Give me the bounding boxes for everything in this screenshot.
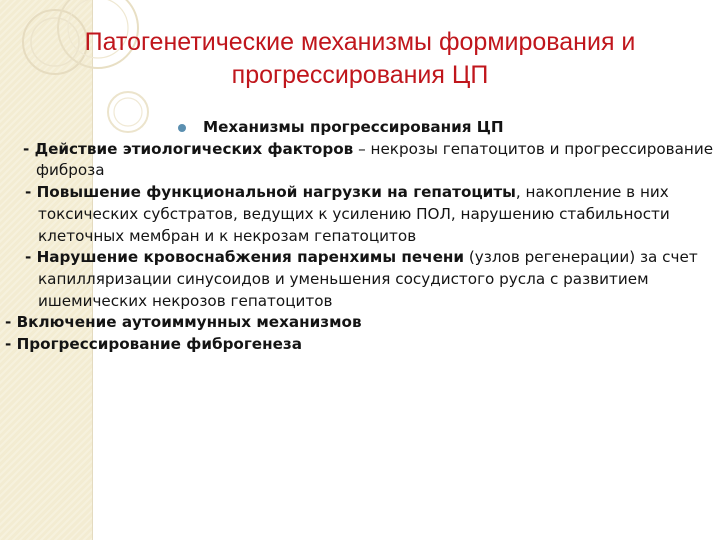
section-subheading-text: Механизмы прогрессирования ЦП <box>203 118 504 136</box>
list-item-text: – некрозы гепатоцитов и прогрессирование фиброза <box>36 139 714 180</box>
list-item-bold-text: - Прогрессирование фиброгенеза <box>5 335 302 354</box>
list-item-text: (узлов регенерации) за счет капилляризации синусоидов и уменьшения сосудистого русла с развитием ишемических некрозов гепатоцитов <box>38 248 698 310</box>
slide-title-line-2: прогрессирования ЦП <box>231 61 489 89</box>
list-item-blood-supply <box>18 247 714 312</box>
slide-body <box>5 117 714 356</box>
list-item-bold-text: - Включение аутоиммунных механизмов <box>5 313 362 332</box>
list-item-bold-text: - Действие этиологических факторов <box>23 139 354 158</box>
list-item-functional-load <box>18 182 714 247</box>
list-item-bold-text: - Нарушение кровоснабжения паренхимы печени <box>25 248 465 267</box>
bullet-icon <box>178 124 186 132</box>
list-item-autoimmune <box>5 312 714 334</box>
section-subheading <box>18 117 714 139</box>
slide-title <box>20 26 700 92</box>
list-item-fibrogenesis <box>5 334 714 356</box>
list-item-bold-text: - Повышение функциональной нагрузки на гепатоциты <box>25 183 516 202</box>
list-item-text: , накопление в них токсических субстратов, ведущих к усилению ПОЛ, нарушению стабильности клеточных мембран и к некрозам гепатоцитов <box>38 183 670 245</box>
slide-title-line-1: Патогенетические механизмы формирования и <box>84 28 636 56</box>
list-item-etiological-factors <box>18 139 714 182</box>
